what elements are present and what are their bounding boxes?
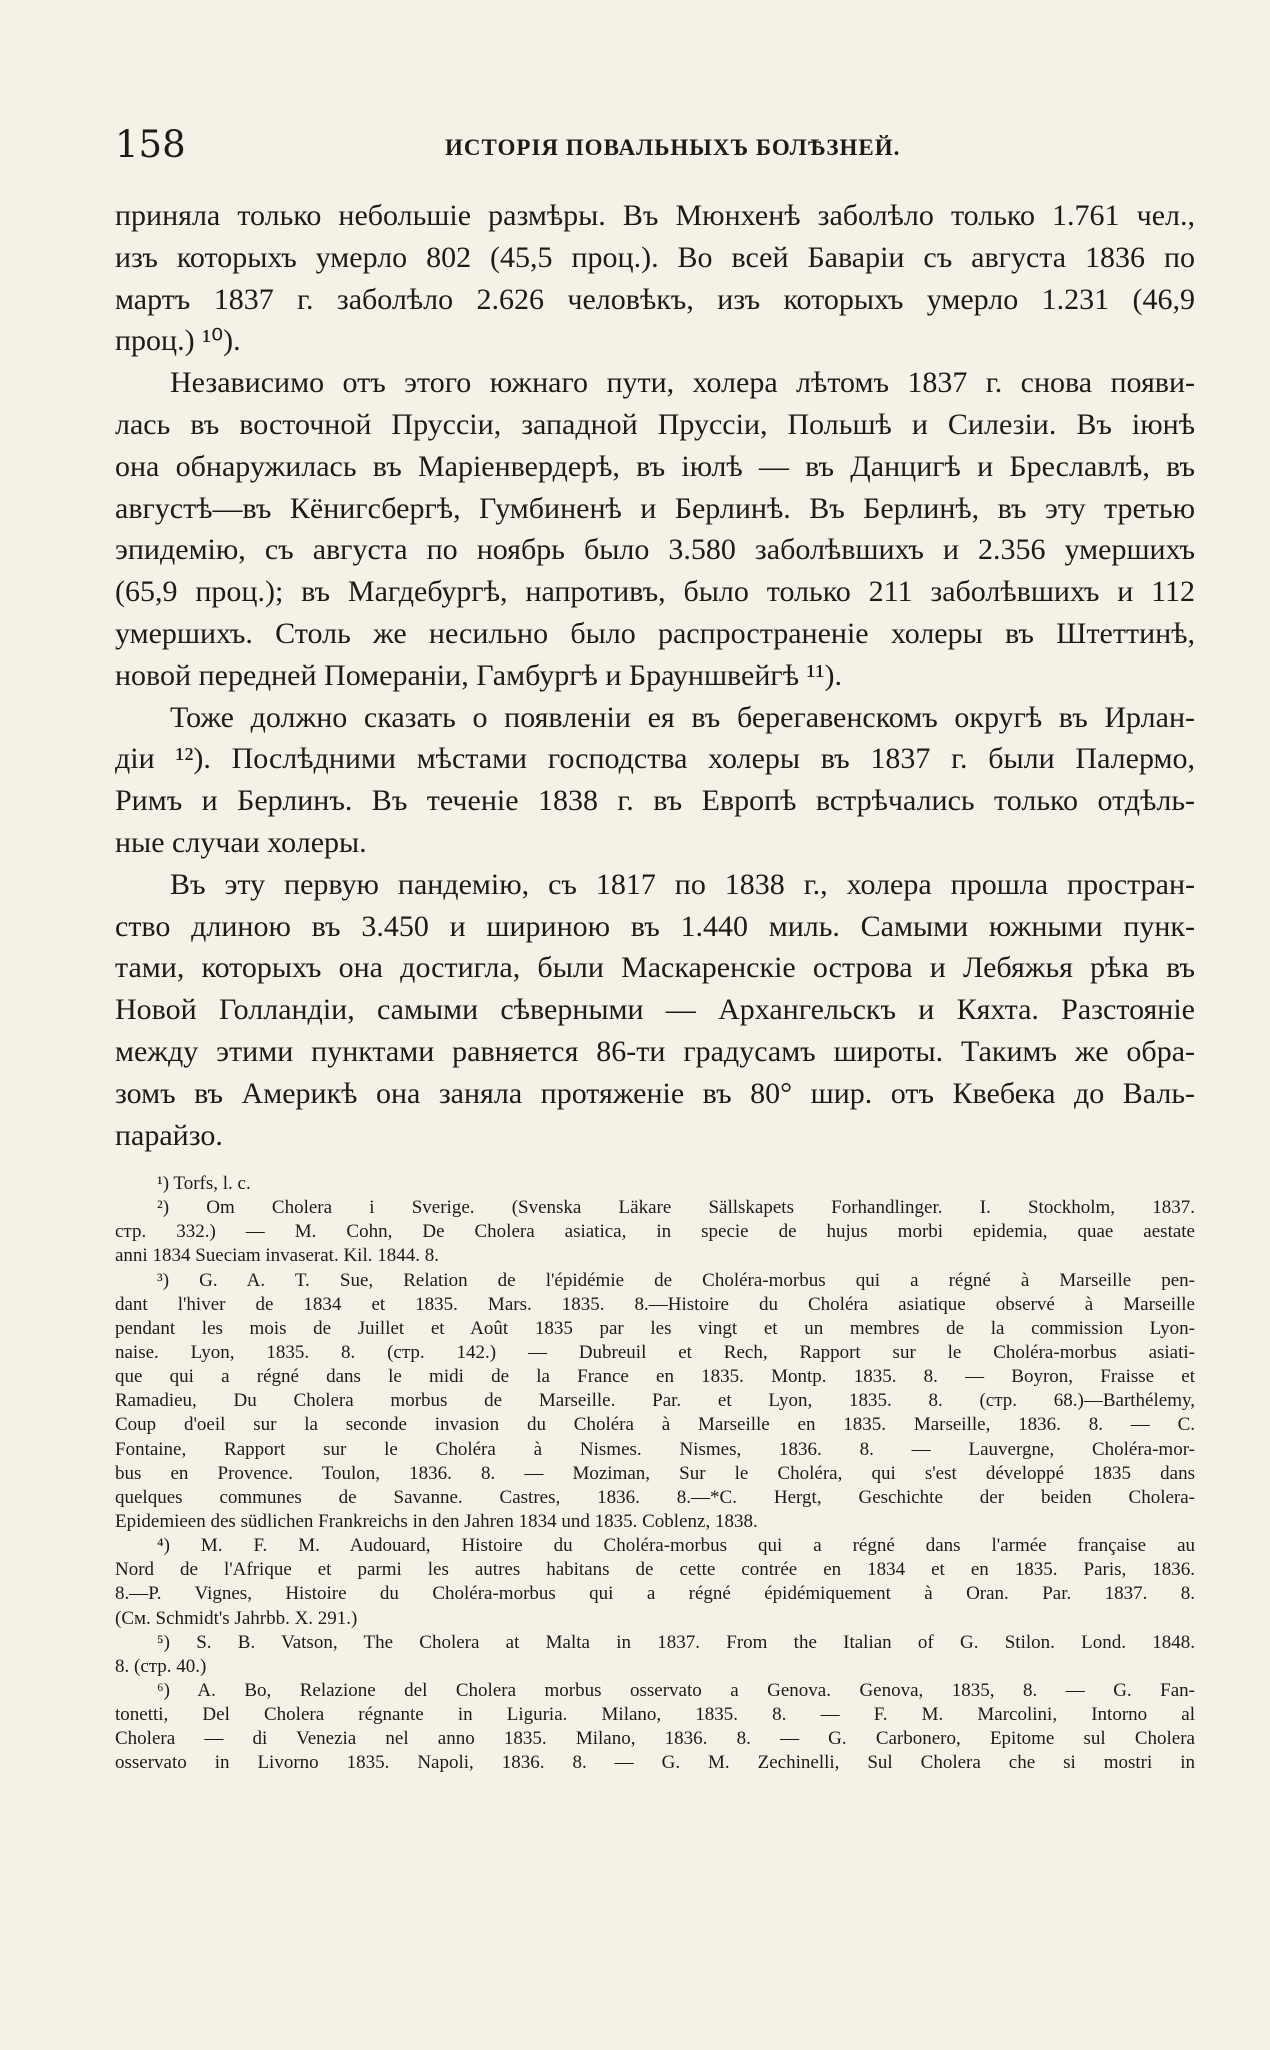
footnote-line: anni 1834 Sueciam invaserat. Kil. 1844. 8. (115, 1245, 439, 1267)
footnote-line: Cholera — di Venezia nel anno 1835. Milano, 1836. 8. — G. Carbonero, Epitome sul Cholera (115, 1728, 1195, 1750)
footnote-line: ²) Om Cholera i Sverige. (Svenska Läkare Sällskapets Forhandlinger. I. Stockholm, 1837. (157, 1197, 1195, 1219)
text-line: (65,9 проц.); въ Магдебургѣ, напротивъ, было только 211 заболѣвшихъ и 112 (115, 575, 1195, 609)
text-line: приняла только небольшіе размѣры. Въ Мюнхенѣ заболѣло только 1.761 чел., (115, 199, 1195, 232)
footnote-line: ⁶) A. Bo, Relazione del Cholera morbus osservato a Genova. Genova, 1835, 8. — G. Fan- (157, 1679, 1195, 1701)
text-line: августѣ—въ Кёнигсбергѣ, Гумбиненѣ и Берлинѣ. Въ Берлинѣ, въ эту третью (115, 491, 1195, 525)
text-line: новой передней Помераніи, Гамбургѣ и Брауншвейгѣ ¹¹). (115, 658, 842, 692)
footnote-line: osservato in Livorno 1835. Napoli, 1836. 8. — G. M. Zechinelli, Sul Cholera che si mostri in (115, 1752, 1195, 1774)
running-title: ИСТОРІЯ ПОВАЛЬНЫХЪ БОЛѢЗНЕЙ. (445, 135, 901, 160)
footnote-line: (См. Schmidt's Jahrbb. X. 291.) (115, 1607, 358, 1629)
footnote-line: Ramadieu, Du Cholera morbus de Marseille. Par. et Lyon, 1835. 8. (стр. 68.)—Barthélemy, (115, 1390, 1195, 1412)
text-line: діи ¹²). Послѣдними мѣстами господства холеры въ 1837 г. были Палермо, (115, 742, 1195, 776)
footnotes (115, 1172, 1195, 1776)
footnote-line: 8.—P. Vignes, Histoire du Choléra-morbus qui a régné épidémiquement à Oran. Par. 1837. 8. (115, 1583, 1195, 1605)
text-line: проц.) ¹⁰). (115, 324, 241, 358)
footnote-line: 8. (стр. 40.) (115, 1655, 207, 1677)
text-line: ные случаи холеры. (115, 825, 367, 859)
footnote-line: quelques communes de Savanne. Castres, 1836. 8.—*C. Hergt, Geschichte der beiden Cholera- (115, 1486, 1195, 1508)
text-line: изъ которыхъ умерло 802 (45,5 проц.). Во всей Баваріи съ августа 1836 по (115, 240, 1195, 274)
footnote-line: Coup d'oeil sur la seconde invasion du Choléra à Marseille en 1835. Marseille, 1836. 8. — C. (115, 1414, 1195, 1436)
footnote-line: bus en Provence. Toulon, 1836. 8. — Moziman, Sur le Choléra, qui s'est développé 1835 dans (115, 1462, 1195, 1484)
text-line: мартъ 1837 г. заболѣло 2.626 человѣкъ, изъ которыхъ умерло 1.231 (46,9 (115, 282, 1195, 316)
footnote-line: que qui a régné dans le midi de la France en 1835. Montp. 1835. 8. — Boyron, Fraisse et (115, 1366, 1195, 1388)
text-line: тами, которыхъ она достигла, были Маскаренскіе острова и Лебяжья рѣка въ (115, 951, 1195, 985)
text-line: эпидемію, съ августа по ноябрь было 3.580 заболѣвшихъ и 2.356 умершихъ (115, 533, 1195, 567)
text-line: парайзо. (115, 1118, 223, 1152)
text-line: Римъ и Берлинъ. Въ теченіе 1838 г. въ Европѣ встрѣчались только отдѣль- (115, 784, 1195, 818)
footnote-line: Fontaine, Rapport sur le Choléra à Nismes. Nismes, 1836. 8. — Lauvergne, Choléra-mor- (115, 1438, 1195, 1460)
main-text (115, 195, 1195, 1156)
text-line: она обнаружилась въ Маріенвердерѣ, въ іюлѣ — въ Данцигѣ и Бреславлѣ, въ (115, 449, 1195, 483)
footnote-line: Nord de l'Afrique et parmi les autres habitans de cette contrée en 1834 et en 1835. Paris, 1836. (115, 1559, 1195, 1581)
text-line: лась въ восточной Пруссіи, западной Пруссіи, Польшѣ и Силезіи. Въ іюнѣ (115, 407, 1195, 441)
footnote-line: pendant les mois de Juillet et Août 1835 par les vingt et un membres de la commission Lyon- (115, 1317, 1195, 1339)
footnote-line: ³) G. A. T. Sue, Relation de l'épidémie de Choléra-morbus qui a régné à Marseille pen- (157, 1269, 1195, 1291)
footnote-line: Epidemieen des südlichen Frankreichs in den Jahren 1834 und 1835. Coblenz, 1838. (115, 1510, 758, 1532)
footnote-line: стр. 332.) — M. Cohn, De Cholera asiatica, in specie de hujus morbi epidemia, quae aestate (115, 1221, 1195, 1243)
text-line: Новой Голландіи, самыми сѣверными — Архангельскъ и Кяхта. Разстояніе (115, 993, 1195, 1027)
footnote-line: tonetti, Del Cholera régnante in Liguria. Milano, 1835. 8. — F. M. Marcolini, Intorno al (115, 1704, 1195, 1726)
text-line: Въ эту первую пандемію, съ 1817 по 1838 г., холера прошла простран- (170, 867, 1195, 901)
footnote-line: naise. Lyon, 1835. 8. (стр. 142.) — Dubreuil et Rech, Rapport sur le Choléra-morbus asiati- (115, 1341, 1195, 1363)
page-number: 158 (115, 123, 186, 166)
footnote-line: ¹) Torfs, l. c. (157, 1173, 251, 1194)
text-line: Независимо отъ этого южнаго пути, холера лѣтомъ 1837 г. снова появи- (170, 366, 1195, 400)
footnote-line: ⁵) S. B. Vatson, The Cholera at Malta in 1837. From the Italian of G. Stilon. Lond. 1848. (157, 1631, 1195, 1653)
footnote-line: ⁴) M. F. M. Audouard, Histoire du Choléra-morbus qui a régné dans l'armée française au (157, 1535, 1195, 1557)
footnote-line: dant l'hiver de 1834 et 1835. Mars. 1835. 8.—Histoire du Choléra asiatique observé à Marseille (115, 1293, 1195, 1315)
page-header (115, 122, 1195, 172)
text-line: умершихъ. Столь же несильно было распространеніе холеры въ Штеттинѣ, (115, 616, 1195, 650)
text-line: зомъ въ Америкѣ она заняла протяженіе въ 80° шир. отъ Квебека до Валь- (115, 1076, 1195, 1110)
text-line: Тоже должно сказать о появленіи ея въ берегавенскомъ округѣ въ Ирлан- (170, 700, 1195, 734)
text-line: между этими пунктами равняется 86-ти градусамъ широты. Такимъ же обра- (115, 1034, 1195, 1068)
text-line: ство длиною въ 3.450 и шириною въ 1.440 миль. Самыми южными пунк- (115, 909, 1195, 943)
